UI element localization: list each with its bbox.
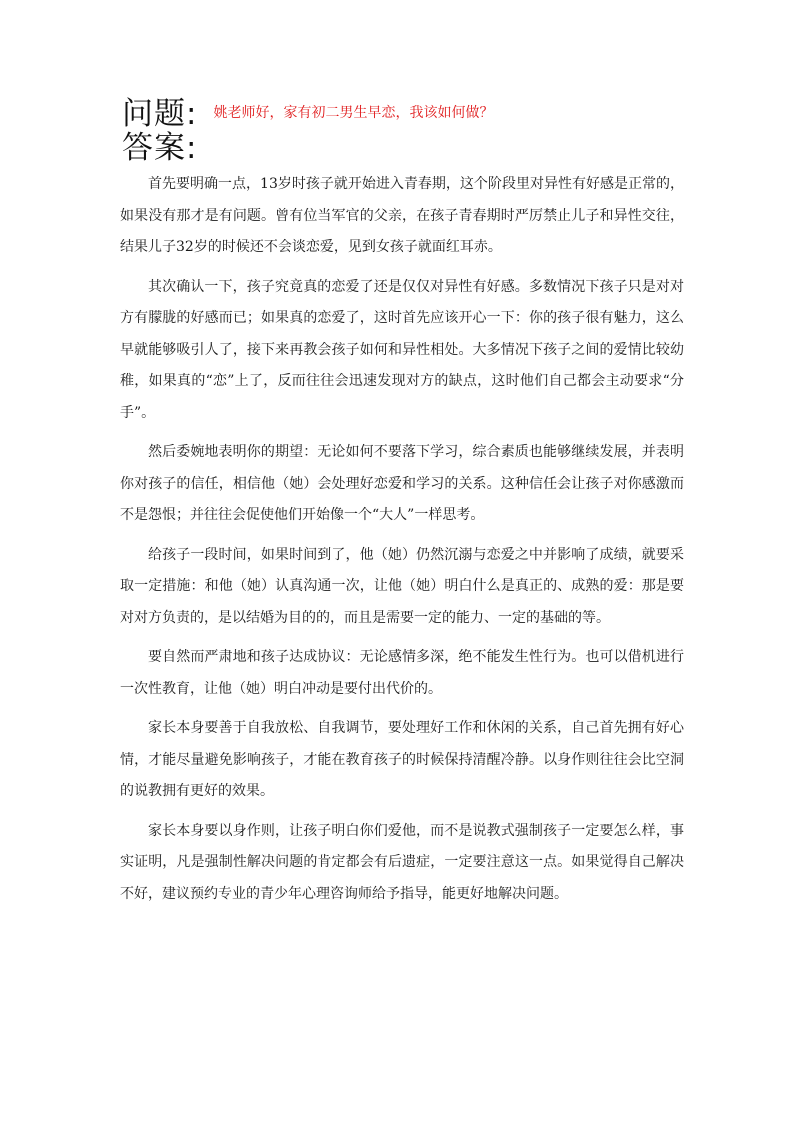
answer-paragraph: 家长本身要善于自我放松、自我调节，要处理好工作和休闲的关系，自己首先拥有好心情，才能尽量避免影响孩子，才能在教育孩子的时候保持清醒冷静。以身作则往往会比空洞的说教拥有更好的效果。 bbox=[120, 720, 684, 799]
answer-row bbox=[122, 130, 197, 166]
answer-label: 答案: bbox=[122, 130, 198, 166]
answer-body bbox=[120, 169, 684, 918]
answer-paragraph: 家长本身要以身作则，让孩子明白你们爱他，而不是说教式强制孩子一定要怎么样，事实证明，凡是强制性解决问题的肯定都会有后遗症，一定要注意这一点。如果觉得自己解决不好，建议预约专业的青少年心理咨询师给予指导，能更好地解决问题。 bbox=[120, 822, 684, 902]
question-text: 姚老师好，家有初二男生早恋，我该如何做？ bbox=[213, 105, 494, 121]
answer-paragraph: 然后委婉地表明你的期望：无论如何不要落下学习，综合素质也能够继续发展，并表明你对孩子的信任，相信他（她）会处理好恋爱和学习的关系。这种信任会让孩子对你感激而不是怨恨；并往往会促使他们开始像一个“大人”一样思考。 bbox=[120, 444, 684, 523]
answer-paragraph: 首先要明确一点，13岁时孩子就开始进入青春期，这个阶段里对异性有好感是正常的，如果没有那才是有问题。曾有位当军官的父亲，在孩子青春期时严厉禁止儿子和异性交往，结果儿子32岁的时候还不会谈恋爱，见到女孩子就面红耳赤。 bbox=[120, 176, 684, 255]
answer-paragraph: 要自然而严肃地和孩子达成协议：无论感情多深，绝不能发生性行为。也可以借机进行一次性教育，让他（她）明白冲动是要付出代价的。 bbox=[120, 649, 684, 697]
question-label: 问题: bbox=[122, 96, 198, 132]
answer-paragraph: 给孩子一段时间，如果时间到了，他（她）仍然沉溺与恋爱之中并影响了成绩，就要采取一定措施：和他（她）认真沟通一次，让他（她）明白什么是真正的、成熟的爱：那是要对对方负责的，是以结婚为目的的，而且是需要一定的能力、一定的基础的等。 bbox=[120, 546, 684, 626]
answer-paragraph: 其次确认一下，孩子究竟真的恋爱了还是仅仅对异性有好感。多数情况下孩子只是对对方有朦胧的好感而已；如果真的恋爱了，这时首先应该开心一下：你的孩子很有魅力，这么早就能够吸引人了，接下来再教会孩子如何和异性相处。大多情况下孩子之间的爱情比较幼稚，如果真的“恋”上了，反而往往会迅速发现对方的缺点，这时他们自己都会主动要求“分手”。 bbox=[120, 278, 684, 421]
question-row bbox=[122, 96, 493, 132]
